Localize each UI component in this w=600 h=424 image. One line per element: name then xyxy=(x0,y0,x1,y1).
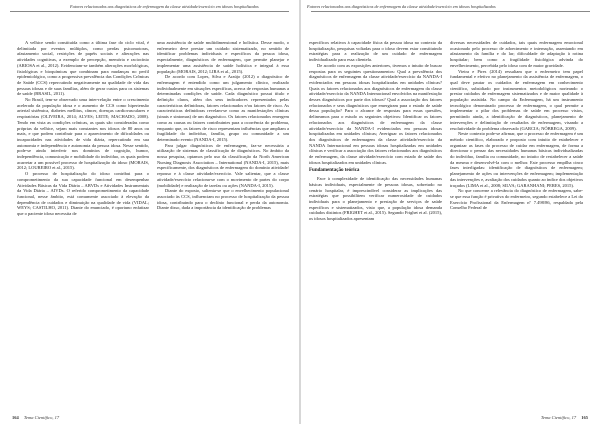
paragraph: Face à complexidade de identificação das necessidades humanas básicas individuais, especialmente de pessoas idosas, sobretudo no cenário hospitalar, é imprescindível considerar as implicações das estratégias que possibilitem verificar numerosidade de cuidados individuais para o planejamento e prestação de serviços de saúde específicos e sistematizados, visto que, a população idosa demanda cuidados distintos (FRIGHET et al., 2015). Segundo Frighet et al. (2015), os idosos hospitalizados apresentam xyxy=(309,176,442,222)
header-rule xyxy=(10,11,289,12)
paragraph: uma assistência de saúde multidimensional e holística. Desse modo, o enfermeiro deve prestar um cuidado sistematizado, no sentido de identificar problemas individuais e específicos da pessoa idosa, especialmente, diagnósticos de enfermagem, que permite planejar e implementar uma assistência de saúde holística e integral à essa população (MORAIS, 2012; LIRA et al., 2015). xyxy=(157,40,289,74)
paragraph: A velhice sendo constituída como a última fase do ciclo vital, é delimitada por eventos múltiplos, como perdas psicomotoras, afastamento social, restrições de papéis sociais e alterações nas atividades cognitivas, a exemplo de percepção, memória e raciocínio (ARIOSA et al., 2012). Evidenciam-se também alterações morfológicas, fisiológicas e bioquímicas que combinam para mudanças no perfil epidemiológico, como a progressiva prevalência das Condições Crônicas de Saúde (CCS) repercutindo negativamente na qualidade de vida das pessoas idosas e de suas famílias, além de gerar custos para os sistemas de saúde (BRASIL, 2011). xyxy=(17,40,149,97)
paragraph: diversas necessidades de cuidados, tais quais enfermagem emocional ocasionado pelo processo de adoecimento e internação, assentando em afastamento da família e do lar; dificuldade de adaptação à rotina hospitalar; bem como a fragilidade fisiológica advinda do envelhecimento, percebida pelo idoso com de maior gravidade. xyxy=(450,40,583,68)
running-head: Fatores relacionados aos diagnósticos de enfermagem da classe atividade/exercício em idosos hospitalizados xyxy=(307,4,496,9)
right-page xyxy=(301,0,600,424)
column-1 xyxy=(309,40,442,222)
paragraph: De acordo com as exposições anteriores, tivemos o intuito de buscar respostas para os seguintes questionamentos: Qual a prevalência dos diagnósticos de enfermagem da classe atividade/exercício da NANDA-I evidenciados em pessoas idosas hospitalizadas em unidades clínicas? Quais os fatores relacionados aos diagnósticos de enfermagem da classe atividade/exercício da NANDA Internacional envolvidos na manifestação desses diagnósticos por parte dos idosos? Qual a associação dos fatores relacionados e seus diagnósticos que emergiram para o estado de saúde dessa população? Para o alcance de respostas para essas questões, delineamos para o estudo os seguintes objetivos: Identificar os fatores relacionados aos diagnósticos de enfermagem da classe atividade/exercício da NANDA-I evidenciados em pessoas idosas hospitalizadas em unidades clínicas; Averiguar os fatores relacionados dos diagnósticos de enfermagem da classe atividade/exercício da NANDA Internacional em pessoas idosas hospitalizadas em unidades clínicas e verificar a associação dos fatores relacionados aos diagnósticos de enfermagem, da classe atividade/exercício com estado de saúde dos idosos hospitalizados em unidades clínicas. xyxy=(309,62,442,165)
paragraph: No Brasil, tem-se observado uma inter-relação entre o crescimento acelerado da população idosa e o aumento de CCS como hipertensão arterial sistêmica, diabetes mellitus, câncer, doenças cardiovasculares e respiratórias (OLIVEIRA, 2014; ALVES; LEITE; MACHADO, 2008). Tendo em vista as condições crônicas, as quais são consideradas como próprias da velhice, sejam mais constantes nos idosos de 80 anos ou mais, e que podem contribuir para o aparecimento de dificuldades ou incapacidades nas atividades de vida diária, repercutindo em sua autonomia e independência e autonomia da pessoa idosa. Nesse sentido, pode-se ainda interferir nos domínios de cognição, humor, independência, comunicação e mobilidade do indivíduo, os quais podem acarretar a um possível processo de hospitalização do idoso (MORAIS, 2012; LOUREIRO et al., 2015). xyxy=(17,97,149,171)
paragraph: específicos relativos à capacidade física da pessoa idosa no contexto da hospitalização, pesquisas voltadas para o idoso devem estar constituindo estratégias para a realização de um cuidado de enfermagem individualizado para essa clientela. xyxy=(309,40,442,63)
journal-name: Tema Científico, 17 xyxy=(23,415,60,420)
running-head: Fatores relacionados aos diagnósticos de enfermagem da classe atividade/exercício em idosos hospitalizados xyxy=(70,4,259,9)
page-footer xyxy=(541,415,592,420)
journal-name: Tema Científico, 17 xyxy=(540,415,577,420)
column-1 xyxy=(17,40,149,217)
page-footer xyxy=(8,415,59,420)
paragraph: Diante do exposto, salienta-se que o envelhecimento populacional associado às CCS, influenciam no processo de hospitalização da pessoa idosa, contribuindo para o declínio funcional e perda da autonomia. Diante disso, dada a importância da identificação de problemas xyxy=(157,188,289,211)
text-columns xyxy=(17,40,289,217)
column-2 xyxy=(157,40,289,217)
paragraph: O processo de hospitalização do idoso contribui para o comprometimento da sua capacidade funcional em desempenhar Atividades Básicas da Vida Diária – ABVDs e Atividades Instrumentais da Vida Diária – AIVDs. O referido comprometimento da capacidade funcional, nesse âmbito, está comumente associado à elevação da dependência de cuidados e diminuição na qualidade de vida (VIDAL; WEYS; CASTILHO, 2011). Diante do enunciado, é oportuno enfatizar que o paciente idoso necessita de xyxy=(17,171,149,217)
text-columns xyxy=(309,40,583,222)
paragraph: De acordo com Lopes, Silva e Araújo (2012) o diagnóstico de enfermagem é entendido como um julgamento clínico, realizado individualmente em situações específicas, acerca de respostas humanas a determinadas condições de saúde. Cada diagnóstico possui título e definição claros, além dos seus indicadores representados pelas características definidoras, fatores relacionados e/ou fatores de risco. As características definidoras revelam-se como as manifestações clínicas (sinais e sintomas) de um diagnóstico. Os fatores relacionados emergem como as causas ou fatores contribuintes para a ocorrência do problema, enquanto que, os fatores de risco representam influências que ampliam a fragilidade do indivíduo, família, grupo ou comunidade a um determinado evento (NANDA-I, 2015). xyxy=(157,74,289,142)
page-number: 165 xyxy=(581,415,588,420)
column-2 xyxy=(450,40,583,222)
header-rule xyxy=(311,11,590,12)
left-page xyxy=(0,0,299,424)
paragraph: No que concerne a relevância do diagnóstico de enfermagem, sabe-se que essa função é privativa do enfermeiro, segundo estabelece a Lei do Exercício Profissional da Enfermagem nº 7.498/86, respaldada pela Conselho Federal de xyxy=(450,188,583,211)
paragraph: Vieira e Pires (2014) ressaltam que o enfermeiro tem papel fundamental e efetivo no planejamento da assistência de enfermagem, o qual deve pautar os cuidados de enfermagem em conhecimento científico, subsidiado por instrumentos metodológicos norteando o prestar cuidados de enfermagem sistematizados e de maior qualidade à população assistida. No campo da Enfermagem, há um instrumento tecnológico denominado processo de enfermagem, o qual permite a implementar o pilar dos problemas de saúde em processo vistos, permitindo ainda, a identificação de diagnósticos, planejamento de intervenções e delimitação de resultados de enfermagem, visando a resolutividade do problema observado (GARCIA; NÓBREGA, 2009). xyxy=(450,68,583,131)
page-number: 164 xyxy=(12,415,19,420)
section-heading: Fundamentação teórica xyxy=(309,168,360,174)
paragraph: Para julgar diagnósticos de enfermagem, faz-se necessária a utilização de sistemas de classificação de diagnósticos. No âmbito da nossa pesquisa, optamos pelo uso da classificação da North American Nursing Diagnosis Association – International (NANDA-I, 2015), mais especificamente, dos diagnósticos de enfermagem do domínio atividade/ repouso e à classe atividade/exercício. Vale salientar, que a classe atividade/exercício relaciona-se com o movimento de partes do corpo (mobilidade) e realização de tarefas ou ações (NANDA-I, 2015). xyxy=(157,142,289,188)
paragraph: Neste contexto pode-se afirmar, que o processo de enfermagem é um método científico, elaborado e proposto com intuito de estabelecer e organizar as fases do processo de cuidar em enfermagem, de forma a direcionar o pensar das necessidades humanas básicas individualizadas do indivíduo, família ou comunidade, no intuito de restabelecer a saúde da mesma e desenvolvê-la com o melhor. Este processo empílha cinco fases interligadas: identificação de diagnósticos de enfermagem; planejamento de ações ou intervenções de enfermagem; implementação das intervenções e, avaliação dos cuidados quanto ao índice dos objetivos traçados (LIMA et al., 2008; SILVA; GARANHANI; PERES, 2015). xyxy=(450,131,583,188)
